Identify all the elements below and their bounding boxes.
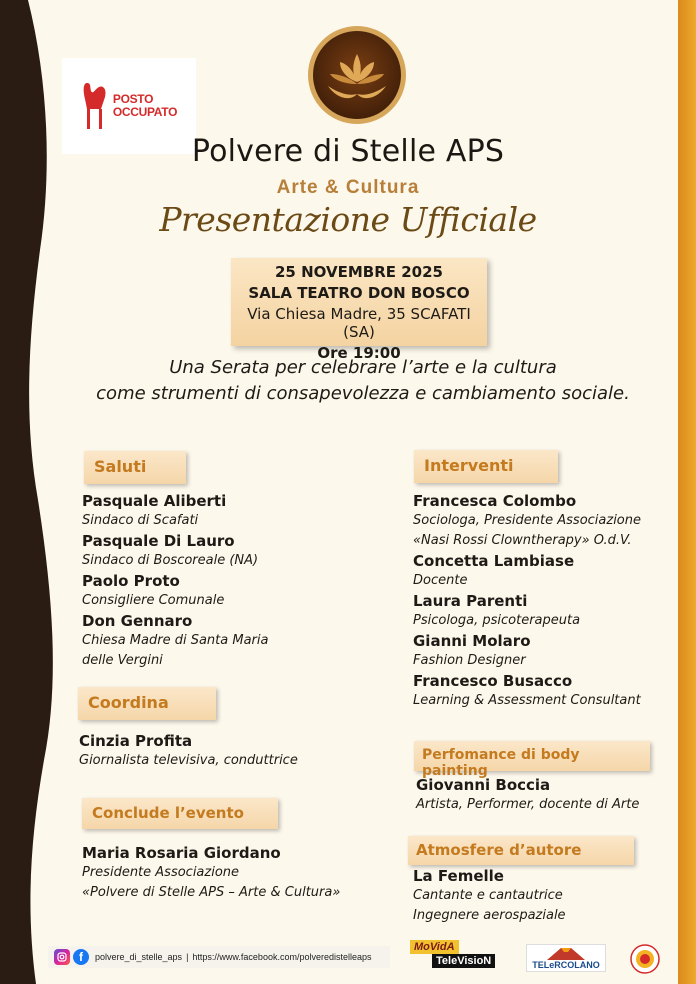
logo-text-line2: OCCUPATO [112, 105, 178, 119]
movida-text: MoVidA [410, 940, 459, 954]
person-role: Sindaco di Boscoreale (NA) [82, 553, 259, 568]
section-label-coordina: Coordina [78, 687, 216, 720]
saluti-list [82, 491, 268, 671]
round-sponsor-logo-icon [630, 944, 660, 974]
person-name: Maria Rosaria Giordano [82, 844, 281, 862]
event-info-box [231, 258, 487, 362]
person-role: Sindaco di Scafati [82, 513, 199, 528]
interventi-list [413, 491, 641, 711]
telercolano-text: TELeRCOLANO [532, 960, 600, 970]
person-name: Cinzia Profita [79, 732, 193, 750]
tagline [70, 355, 656, 407]
person-role: Chiesa Madre di Santa Maria [82, 633, 269, 648]
person-role-continued: delle Vergini [82, 653, 163, 668]
television-text: TeleVisioN [432, 954, 495, 968]
event-time: Ore 19:00 [317, 344, 401, 362]
person-role-continued: «Polvere di Stelle APS – Arte & Cultura» [82, 885, 341, 900]
instagram-icon[interactable] [54, 949, 70, 965]
section-label-interventi: Interventi [414, 450, 558, 483]
person-name: Concetta Lambiase [413, 552, 575, 570]
event-venue: SALA TEATRO DON BOSCO [248, 284, 470, 302]
coordina-list [79, 731, 298, 771]
person-name: Giovanni Boccia [416, 776, 551, 794]
association-subtitle: Arte & Cultura [276, 177, 420, 198]
person-role: Giornalista televisiva, conduttrice [79, 753, 298, 768]
volcano-icon [547, 946, 585, 960]
person-role-continued: Ingegnere aerospaziale [413, 908, 566, 923]
chair-icon [81, 81, 109, 131]
movida-television-logo [410, 940, 518, 970]
person-name: Gianni Molaro [413, 632, 531, 650]
social-footer [48, 946, 390, 968]
section-label-atmosfere: Atmosfere d’autore [408, 836, 634, 865]
person-role: Presidente Associazione [82, 865, 240, 880]
person-role-continued: «Nasi Rossi Clowntherapy» O.d.V. [413, 533, 632, 548]
tagline-line2: come strumenti di consapevolezza e cambiamento sociale. [96, 383, 630, 404]
person-name: Francesco Busacco [413, 672, 573, 690]
person-role: Artista, Performer, docente di Arte [416, 797, 640, 812]
person-role: Consigliere Comunale [82, 593, 225, 608]
person-role: Cantante e cantautrice [413, 888, 563, 903]
logo-text-line1: POSTO [112, 92, 154, 106]
person-role: Psicologa, psicoterapeuta [413, 613, 581, 628]
person-name: La Femelle [413, 867, 504, 885]
association-title: Polvere di Stelle APS [191, 134, 505, 169]
footer-separator: | [186, 952, 189, 962]
conclude-list [82, 843, 340, 903]
person-name: Pasquale Aliberti [82, 492, 227, 510]
section-label-conclude: Conclude l’evento [82, 798, 278, 829]
lotus-emblem-icon [306, 24, 408, 126]
person-role: Docente [413, 573, 468, 588]
performance-list [416, 775, 639, 815]
facebook-url[interactable]: https://www.facebook.com/polveredistelleaps [192, 952, 372, 962]
person-name: Francesca Colombo [413, 492, 577, 510]
presentation-heading: Presentazione Ufficiale [159, 200, 537, 239]
person-role: Learning & Assessment Consultant [413, 693, 641, 708]
tagline-line1: Una Serata per celebrare l’arte e la cultura [169, 357, 557, 378]
event-address: Via Chiesa Madre, 35 SCAFATI (SA) [247, 305, 471, 341]
event-date: 25 NOVEMBRE 2025 [275, 263, 443, 281]
telercolano-logo [526, 944, 606, 972]
person-role: Fashion Designer [413, 653, 526, 668]
person-name: Don Gennaro [82, 612, 193, 630]
facebook-icon[interactable]: f [73, 949, 89, 965]
atmosfere-list [413, 866, 566, 926]
section-label-performance: Perfomance di body painting [414, 741, 650, 771]
person-name: Paolo Proto [82, 572, 180, 590]
person-name: Laura Parenti [413, 592, 528, 610]
section-label-saluti: Saluti [84, 451, 186, 484]
person-role: Sociologa, Presidente Associazione [413, 513, 641, 528]
social-handle[interactable]: polvere_di_stelle_aps [95, 952, 183, 962]
person-name: Pasquale Di Lauro [82, 532, 235, 550]
